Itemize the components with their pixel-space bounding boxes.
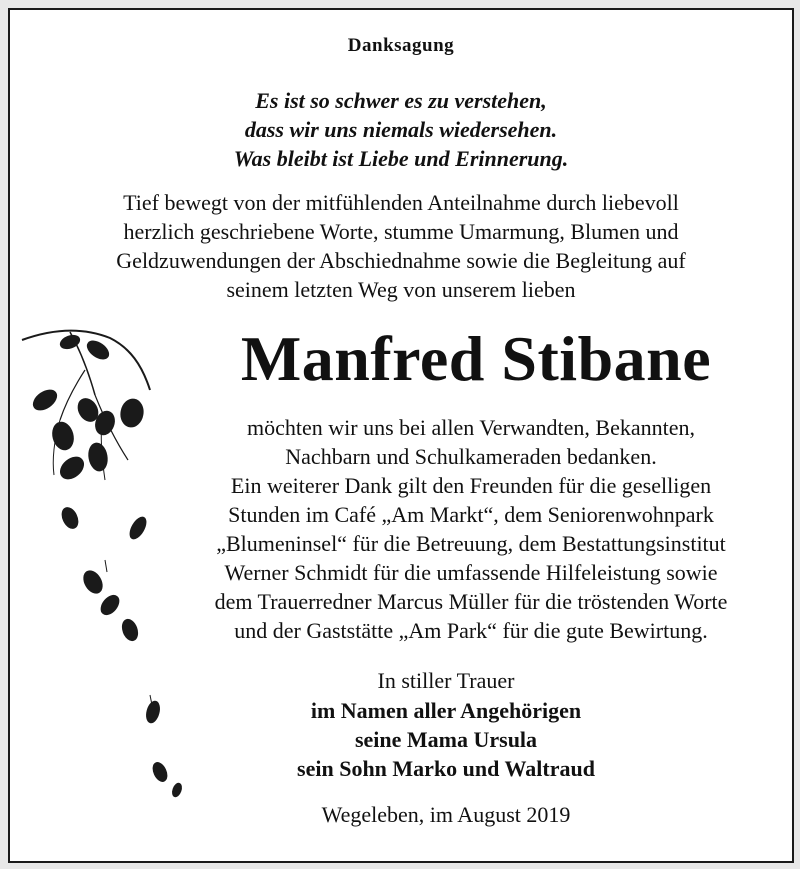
verse-line: dass wir uns niemals wiedersehen. bbox=[244, 117, 558, 142]
thanks-line: Stunden im Café „Am Markt“, dem Seniorenwohnpark bbox=[228, 502, 714, 527]
thanks-line: „Blumeninsel“ für die Betreuung, dem Bestattungsinstitut bbox=[216, 531, 726, 556]
notice-heading: Danksagung bbox=[347, 35, 455, 56]
thanks-line: dem Trauerredner Marcus Müller für die tröstenden Worte bbox=[214, 589, 728, 614]
signature-line: sein Sohn Marko und Waltraud bbox=[297, 756, 595, 781]
thanks-line: und der Gaststätte „Am Park“ für die gute Bewirtung. bbox=[234, 618, 708, 643]
intro-line: Tief bewegt von der mitfühlenden Anteilnahme durch liebevoll bbox=[123, 190, 679, 215]
signature-line: im Namen aller Angehörigen bbox=[310, 698, 582, 723]
thanks-line: Werner Schmidt für die umfassende Hilfeleistung sowie bbox=[224, 560, 718, 585]
verse-line: Was bleibt ist Liebe und Erinnerung. bbox=[233, 146, 569, 171]
place-date: Wegeleben, im August 2019 bbox=[321, 802, 571, 827]
thanks-line: Ein weiterer Dank gilt den Freunden für die geselligen bbox=[230, 473, 712, 498]
intro-line: seinem letzten Weg von unserem lieben bbox=[226, 277, 576, 302]
intro-line: Geldzuwendungen der Abschiednahme sowie die Begleitung auf bbox=[116, 248, 686, 273]
deceased-name: Manfred Stibane bbox=[240, 323, 712, 394]
intro-line: herzlich geschriebene Worte, stumme Umarmung, Blumen und bbox=[123, 219, 679, 244]
signature-line: seine Mama Ursula bbox=[354, 727, 538, 752]
verse-line: Es ist so schwer es zu verstehen, bbox=[255, 88, 547, 113]
obituary-notice bbox=[8, 8, 794, 863]
thanks-line: möchten wir uns bei allen Verwandten, Bekannten, bbox=[246, 415, 696, 440]
signature-opening: In stiller Trauer bbox=[377, 668, 515, 693]
thanks-line: Nachbarn und Schulkameraden bedanken. bbox=[285, 444, 657, 469]
